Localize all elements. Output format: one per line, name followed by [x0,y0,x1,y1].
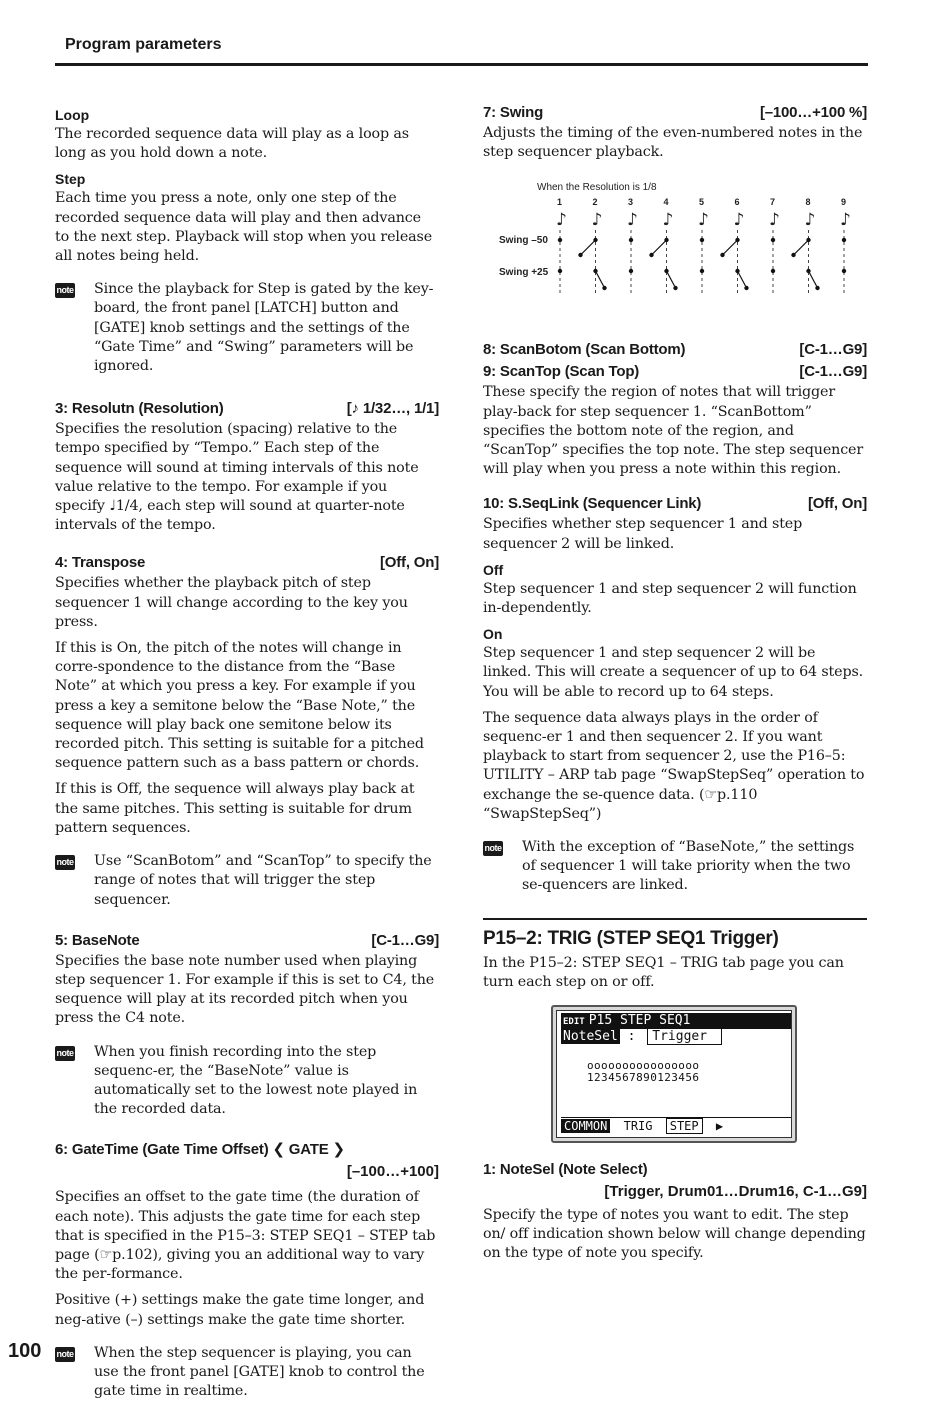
param-name: 1: NoteSel (Note Select) [483,1161,648,1179]
diagram-marks [556,197,851,296]
swing-25-shifted-dot [744,286,748,290]
swing-25-shifted-dot [815,286,819,290]
swing-50-dot [558,238,562,242]
off-heading: Off [483,561,504,578]
step-text: Each time you press a note, only one step of the recorded sequence data will play and then advance to the next step. Playback will stop when you release all notes being held. [55,190,433,265]
loop-heading: Loop [55,107,90,123]
on-text: Step sequencer 1 and step sequencer 2 will be linked. This will create a sequencer of up to 64 steps. You will be able to record up to 64 steps. [483,645,864,700]
swing-50-shifted-dot [720,253,724,257]
note-block [55,1043,439,1120]
eighth-note-icon: ♪ [769,210,780,230]
step-heading: Step [55,171,86,188]
param-basenote [55,930,439,952]
swing-25-dot [629,269,633,273]
note-block [55,1344,439,1402]
lcd-param-row [561,1029,791,1045]
param-name: 8: ScanBotom (Scan Bottom) [483,341,686,359]
swing-25-shifted-dot [602,286,606,290]
page-header [55,36,868,66]
swing-50-shift [653,240,667,254]
lcd-edit-label: EDIT [563,1017,585,1027]
transpose-text-1: Specifies whether the playback pitch of step sequencer 1 will change according to the key you press. [55,575,408,630]
note-icon: note [55,1347,75,1362]
eighth-note-icon: ♪ [733,210,745,230]
swing-50-dot [629,238,633,242]
step-number: 4 [663,197,669,207]
param-range: [Off, On] [379,554,439,572]
swing-50-shift [795,240,809,254]
note-icon: note [55,855,75,870]
swing-25-shift [809,271,817,286]
swing-25-dot [771,269,775,273]
swing-25-shift [738,271,746,286]
param-swing [483,102,867,124]
eighth-note-icon: ♪ [840,210,851,230]
param-range: [–100…+100] [346,1163,439,1181]
param-range: [♪ 1/32…, 1/1] [346,400,439,418]
swing-diagram [495,178,867,303]
note-block [55,280,439,376]
lcd-tab-common[interactable]: COMMON [561,1119,610,1133]
lcd-step-numbers: 1234567890123456 [587,1071,700,1084]
swing-25-dot [558,269,562,273]
lcd-display [556,1010,792,1138]
seqlink-text: Specifies whether step sequencer 1 and step sequencer 2 will be linked. [483,516,803,552]
param-notesel [483,1159,867,1181]
transpose-text-3: If this is Off, the sequence will always play back at the same pitches. This setting is suitable for drum pattern sequences. [55,781,415,836]
eighth-note-icon: ♪ [556,210,567,230]
swing-50-dot [842,238,846,242]
lcd-arrow-icon[interactable]: ▶ [715,1119,724,1133]
lcd-tab-trig[interactable]: TRIG [623,1119,653,1133]
lcd-step-dots[interactable]: oooooooooooooooo [587,1059,700,1072]
lcd-tab-bar [561,1117,791,1133]
step-number: 1 [557,197,563,207]
lcd-title-bar [561,1013,791,1029]
param-name: 4: Transpose [55,554,146,572]
param-scanbotom [483,339,867,361]
page-number: 100 [8,1340,42,1362]
param-range: [Off, On] [807,495,867,513]
row-label-swing-50: Swing –50 [499,235,548,246]
swing-50-dot [771,238,775,242]
notesel-text: Specify the type of notes you want to edit. The step on/ off indication shown below will change depending on the type of note you specify. [483,1207,866,1262]
step-number: 3 [628,197,634,207]
step-number: 8 [805,197,811,207]
param-name: 6: GateTime (Gate Time Offset) ❮ GATE ❯ [55,1141,345,1159]
swing-25-shift [596,271,604,286]
note-text: When you finish recording into the step sequenc-er, the “BaseNote” value is automatically set to the lowest note played in the recorded data. [94,1043,418,1118]
note-text: Use “ScanBotom” and “ScanTop” to specify the range of notes that will trigger the step sequencer. [94,853,432,908]
left-column [55,102,439,1413]
swing-50-shift [582,240,596,254]
lcd-title: P15 STEP SEQ1 [588,1013,691,1028]
swing-50-dot [700,238,704,242]
param-transpose [55,552,439,574]
note-block [483,838,867,896]
swing-text: Adjusts the timing of the even-numbered notes in the step sequencer playback. [483,125,863,161]
eighth-note-icon: ♪ [662,210,674,230]
note-block [55,852,439,910]
eighth-note-icon: ♪ [627,210,638,230]
lcd-field-value[interactable]: Trigger [647,1028,722,1045]
note-text: Since the playback for Step is gated by the key-board, the front panel [LATCH] button and [GATE] knob settings and the settings of the “Gate Time” and “Swing” parameters will be ignored. [94,281,434,375]
transpose-text-2: If this is On, the pitch of the notes will change in corre-spondence to the distance from the “Base Note” at which you press a key. For example if you press a key a semitone below the “Base Note,” the sequence will play back one semitone below its recorded pitch. This setting is suitable for a pitched sequence pattern such as a bass pattern or chords. [55,640,424,772]
lcd-tab-step[interactable]: STEP [666,1118,703,1134]
off-text: Step sequencer 1 and step sequencer 2 will function in-dependently. [483,580,857,617]
swing-50-shifted-dot [649,253,653,257]
step-number: 2 [592,197,598,207]
param-range: [C-1…G9] [799,363,867,381]
note-text: With the exception of “BaseNote,” the settings of sequencer 1 will take priority when the two se-quencers are linked. [522,839,855,894]
param-name: 5: BaseNote [55,931,140,949]
param-range: [C-1…G9] [371,931,439,949]
diagram-caption: When the Resolution is 1/8 [537,182,657,193]
note-icon: note [55,283,75,298]
param-range: [–100…+100 %] [759,104,867,121]
swing-25-dot [842,269,846,273]
param-resolution [55,398,439,420]
swing-50-shifted-dot [791,253,795,257]
lcd-colon: : [627,1029,636,1044]
note-text: When the step sequencer is playing, you can use the front panel [GATE] knob to control the gate time in realtime. [94,1344,425,1400]
gatetime-text-2: Positive (+) settings make the gate time longer, and neg-ative (–) settings make the gate time shorter. [55,1292,425,1328]
param-name: 7: Swing [483,104,544,121]
lcd-screen [551,1005,797,1143]
row-label-swing-25: Swing +25 [499,267,549,278]
resolution-text: Specifies the resolution (spacing) relative to the tempo specified by “Tempo.” Each step of the sequence will sound at timing intervals of this note value relative to the tempo. For example if you specify ♩1/4, each step will sound at quarter-note intervals of the tempo. [55,421,419,534]
param-gatetime [55,1139,439,1161]
swing-25-shifted-dot [673,286,677,290]
note-icon: note [483,841,503,856]
scan-text: These specify the region of notes that will trigger play-back for step sequencer 1. “ScanBottom” specifies the bottom note of the region, and “ScanTop” specifies the top note. The step sequencer will play when you press a note within this region. [483,384,864,478]
step-number: 5 [699,197,705,207]
p15-text: In the P15–2: STEP SEQ1 – TRIG tab page you can turn each step on or off. [483,954,844,990]
param-name: 9: ScanTop (Scan Top) [483,363,640,381]
step-number: 9 [841,197,847,207]
eighth-note-icon: ♪ [591,210,603,230]
loop-text: The recorded sequence data will play as a loop as long as you hold down a note. [55,126,409,162]
param-range: [Trigger, Drum01…Drum16, C-1…G9] [604,1183,867,1201]
eighth-note-icon: ♪ [698,210,709,230]
swing-25-shift [667,271,675,286]
param-scantop [483,361,867,383]
basenote-text: Specifies the base note number used when playing step sequencer 1. For example if this is set to C4, the sequence will play at its recorded pitch when you press the C4 note. [55,952,435,1027]
section-title-p15-2: P15–2: TRIG (STEP SEQ1 Trigger) [483,918,867,952]
lcd-field-label: NoteSel [563,1029,618,1044]
step-number: 7 [770,197,776,207]
param-range: [C-1…G9] [799,341,867,359]
on-heading: On [483,626,503,643]
gatetime-text-1: Specifies an offset to the gate time (the duration of each note). This adjusts the gate time for each step that is specified in the P15–3: STEP SEQ1 – STEP tab page (☞p.102), giving you an additional way to vary the per-formance. [55,1189,436,1283]
step-number: 6 [734,197,740,207]
param-seqlink [483,493,867,515]
swing-50-shifted-dot [578,253,582,257]
swing-25-dot [700,269,704,273]
eighth-note-icon: ♪ [804,210,816,230]
swing-50-shift [724,240,738,254]
param-name: 3: Resolutn (Resolution) [55,400,224,418]
param-name: 10: S.SeqLink (Sequencer Link) [483,495,702,513]
order-text: The sequence data always plays in the order of sequenc-er 1 and then sequencer 2. If you want playback to start from sequencer 2, use the P16–5: UTILITY – ARP tab page “SwapStepSeq” operation to exchange the se-quence data. (☞p.110 “SwapStepSeq”) [483,709,865,822]
note-icon: note [55,1046,75,1061]
header-title: Program parameters [65,36,222,53]
